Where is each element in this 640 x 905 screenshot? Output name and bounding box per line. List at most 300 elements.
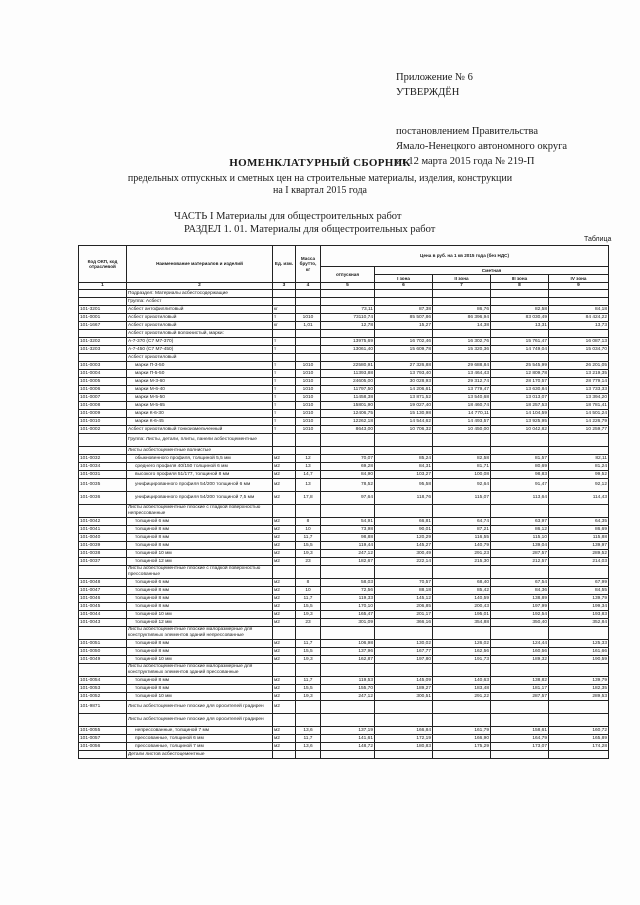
- zone-3-price-cell: 80,69: [491, 463, 549, 471]
- name-cell: толщиной 10 мм: [127, 611, 273, 619]
- zone-2-price-cell: 13 779,47: [433, 386, 491, 394]
- name-cell: марки К-6-45: [127, 418, 273, 426]
- zone-1-price-cell: 180,83: [375, 743, 433, 751]
- name-cell: толщиной 10 мм: [127, 656, 273, 664]
- zone-4-price-cell: 18 781,41: [549, 402, 609, 410]
- zone-2-price-cell: 140,63: [433, 677, 491, 685]
- code-cell: [79, 434, 127, 447]
- code-cell: [79, 751, 127, 759]
- empty-cell: [296, 664, 321, 677]
- name-cell: Асбест хризотиловый тонкоизмельченный: [127, 426, 273, 434]
- group-title-cell: Листы асбестоцементные плоские с гладкой поверхностью непрессованные: [127, 505, 273, 518]
- zone-1-price-cell: 172,19: [375, 735, 433, 743]
- table-row: [79, 463, 609, 471]
- zone-1-price-cell: 84,31: [375, 463, 433, 471]
- release-price-cell: 148,72: [321, 743, 375, 751]
- empty-cell: [491, 505, 549, 518]
- zone-3-price-cell: 113,64: [491, 492, 549, 505]
- empty-cell: [549, 664, 609, 677]
- table-body: [79, 290, 609, 759]
- approval-line-2: Ямало-Ненецкого автономного округа: [396, 141, 568, 152]
- empty-cell: [549, 290, 609, 298]
- code-cell: [79, 298, 127, 306]
- unit-cell: м2: [273, 463, 296, 471]
- table-row: [79, 648, 609, 656]
- unit-cell: м2: [273, 611, 296, 619]
- unit-cell: т: [273, 362, 296, 370]
- empty-cell: [296, 330, 321, 338]
- zone-1-price-cell: 88,18: [375, 587, 433, 595]
- empty-cell: [491, 354, 549, 362]
- zone-2-price-cell: 16 302,76: [433, 338, 491, 346]
- header-zone-3: III зона: [491, 275, 549, 283]
- unit-cell: м2: [273, 727, 296, 735]
- empty-cell: [491, 664, 549, 677]
- unit-cell: м2: [273, 685, 296, 693]
- header-unit: Ед. изм.: [273, 246, 296, 283]
- index-cell: 6: [375, 283, 433, 290]
- empty-cell: [375, 714, 433, 727]
- name-cell: Листы асбестоцементные плоские для оросителей градирен: [127, 701, 273, 714]
- table-row: [79, 306, 609, 314]
- zone-3-price-cell: 12 809,78: [491, 370, 549, 378]
- unit-cell: т: [273, 314, 296, 322]
- unit-cell: м2: [273, 587, 296, 595]
- code-cell: 101-0049: [79, 656, 127, 664]
- empty-cell: [296, 505, 321, 518]
- header-name: Наименование материалов и изделий: [127, 246, 273, 283]
- zone-1-price-cell: 66,81: [375, 518, 433, 526]
- zone-3-price-cell: 15 761,47: [491, 338, 549, 346]
- zone-3-price-cell: 158,61: [491, 727, 549, 735]
- empty-cell: [433, 290, 491, 298]
- zone-2-price-cell: 15 320,36: [433, 346, 491, 354]
- code-cell: 101-0047: [79, 587, 127, 595]
- zone-2-price-cell: 64,74: [433, 518, 491, 526]
- group-row: [79, 505, 609, 518]
- zone-1-price-cell: 145,09: [375, 677, 433, 685]
- mass-cell: 19,3: [296, 611, 321, 619]
- table-row: [79, 603, 609, 611]
- release-price-cell: 247,12: [321, 693, 375, 701]
- empty-cell: [273, 751, 296, 759]
- index-cell: 5: [321, 283, 375, 290]
- zone-1-price-cell: 167,77: [375, 648, 433, 656]
- title-sub-1: предельных отпускных и сметных цен на строительные материалы, изделия, конструкции: [127, 173, 513, 184]
- release-price-cell: 162,87: [321, 656, 375, 664]
- group-title-cell: Листы асбестоцементные плоские для оросителей градирен: [127, 714, 273, 727]
- zone-3-price-cell: 164,79: [491, 735, 549, 743]
- mass-cell: 10: [296, 587, 321, 595]
- table-row: [79, 479, 609, 492]
- mass-cell: 15,5: [296, 603, 321, 611]
- table-row: [79, 693, 609, 701]
- code-cell: 101-0055: [79, 727, 127, 735]
- group-row: [79, 330, 609, 338]
- table-row: [79, 743, 609, 751]
- mass-cell: 8: [296, 579, 321, 587]
- code-cell: 101-0032: [79, 455, 127, 463]
- name-cell: толщиной 8 мм: [127, 595, 273, 603]
- zone-2-price-cell: 162,56: [433, 648, 491, 656]
- zone-1-price-cell: 14 206,61: [375, 386, 433, 394]
- empty-cell: [375, 664, 433, 677]
- zone-4-price-cell: 139,79: [549, 595, 609, 603]
- index-cell: 8: [491, 283, 549, 290]
- zone-1-price-cell: 95,58: [375, 479, 433, 492]
- mass-cell: 19,3: [296, 656, 321, 664]
- empty-cell: [433, 434, 491, 447]
- release-price-cell: 165,47: [321, 611, 375, 619]
- unit-cell: т: [273, 394, 296, 402]
- zone-3-price-cell: 18 257,53: [491, 402, 549, 410]
- mass-cell: 11,7: [296, 735, 321, 743]
- table-row: [79, 619, 609, 627]
- zone-4-price-cell: 16 087,13: [549, 338, 609, 346]
- table-row: [79, 526, 609, 534]
- code-cell: 101-0006: [79, 386, 127, 394]
- code-cell: 101-0051: [79, 640, 127, 648]
- zone-4-price-cell: 13 733,33: [549, 386, 609, 394]
- zone-1-price-cell: 145,12: [375, 595, 433, 603]
- zone-3-price-cell: 13 925,95: [491, 418, 549, 426]
- zone-4-price-cell: 289,52: [549, 550, 609, 558]
- zone-2-price-cell: 92,64: [433, 479, 491, 492]
- empty-cell: [321, 330, 375, 338]
- approval-block: [396, 70, 567, 169]
- empty-cell: [549, 714, 609, 727]
- zone-3-price-cell: [491, 701, 549, 714]
- code-cell: 101-0054: [79, 677, 127, 685]
- release-price-cell: 72,56: [321, 587, 375, 595]
- name-cell: толщиной 12 мм: [127, 558, 273, 566]
- name-cell: толщиной 8 мм: [127, 526, 273, 534]
- mass-cell: 13,6: [296, 727, 321, 735]
- code-cell: 101-0001: [79, 314, 127, 322]
- zone-1-price-cell: 70,57: [375, 579, 433, 587]
- mass-cell: 11,7: [296, 595, 321, 603]
- empty-cell: [321, 434, 375, 447]
- mass-cell: 23: [296, 619, 321, 627]
- name-cell: непрессованные, толщиной 7 мм: [127, 727, 273, 735]
- unit-cell: м2: [273, 558, 296, 566]
- index-cell: 1: [79, 283, 127, 290]
- mass-cell: 1010: [296, 394, 321, 402]
- empty-cell: [375, 566, 433, 579]
- empty-cell: [491, 751, 549, 759]
- index-cell: 7: [433, 283, 491, 290]
- header-release: отпускная: [321, 267, 375, 283]
- name-cell: толщиной 8 мм: [127, 534, 273, 542]
- mass-cell: 19,3: [296, 693, 321, 701]
- empty-cell: [433, 447, 491, 455]
- empty-cell: [433, 627, 491, 640]
- unit-cell: м2: [273, 492, 296, 505]
- table-row: [79, 550, 609, 558]
- empty-cell: [433, 566, 491, 579]
- zone-2-price-cell: 14 770,11: [433, 410, 491, 418]
- zone-4-price-cell: 174,28: [549, 743, 609, 751]
- empty-cell: [321, 751, 375, 759]
- empty-cell: [273, 298, 296, 306]
- zone-2-price-cell: 86,76: [433, 306, 491, 314]
- empty-cell: [433, 714, 491, 727]
- price-table: [78, 245, 609, 759]
- index-cell: 3: [273, 283, 296, 290]
- code-cell: 101-0010: [79, 418, 127, 426]
- zone-3-price-cell: 82,58: [491, 306, 549, 314]
- release-price-cell: 12406,75: [321, 410, 375, 418]
- mass-cell: 11,7: [296, 534, 321, 542]
- empty-cell: [273, 566, 296, 579]
- empty-cell: [296, 627, 321, 640]
- empty-cell: [433, 664, 491, 677]
- group-title-cell: Асбест хризотиловый волокнистый, марки:: [127, 330, 273, 338]
- code-cell: 101-0002: [79, 426, 127, 434]
- table-row: [79, 701, 609, 714]
- name-cell: прессованные, толщиной 6 мм: [127, 735, 273, 743]
- release-price-cell: 247,12: [321, 550, 375, 558]
- unit-cell: м2: [273, 619, 296, 627]
- zone-2-price-cell: 175,29: [433, 743, 491, 751]
- name-cell: толщиной 8 мм: [127, 648, 273, 656]
- group-row: [79, 627, 609, 640]
- mass-cell: 15,5: [296, 648, 321, 656]
- zone-3-price-cell: 287,57: [491, 550, 549, 558]
- mass-cell: 8: [296, 518, 321, 526]
- code-cell: 101-0037: [79, 558, 127, 566]
- release-price-cell: 98,88: [321, 534, 375, 542]
- code-cell: 101-0003: [79, 362, 127, 370]
- zone-3-price-cell: 25 545,99: [491, 362, 549, 370]
- zone-4-price-cell: 125,33: [549, 640, 609, 648]
- release-price-cell: 13061,40: [321, 346, 375, 354]
- empty-cell: [549, 627, 609, 640]
- name-cell: Асбест хризотиловый: [127, 314, 273, 322]
- zone-3-price-cell: 124,44: [491, 640, 549, 648]
- code-cell: 101-0042: [79, 518, 127, 526]
- code-cell: 101-0045: [79, 603, 127, 611]
- zone-1-price-cell: 201,17: [375, 611, 433, 619]
- zone-3-price-cell: 139,04: [491, 542, 549, 550]
- table-row: [79, 386, 609, 394]
- zone-3-price-cell: 14 749,04: [491, 346, 549, 354]
- code-cell: 101-0004: [79, 370, 127, 378]
- unit-cell: м2: [273, 735, 296, 743]
- group-row: [79, 434, 609, 447]
- release-price-cell: 11458,38: [321, 394, 375, 402]
- zone-4-price-cell: 84 424,22: [549, 314, 609, 322]
- group-row: [79, 290, 609, 298]
- part-heading: [174, 210, 435, 236]
- mass-cell: [296, 346, 321, 354]
- name-cell: марки М-5-50: [127, 394, 273, 402]
- zone-2-price-cell: 195,01: [433, 611, 491, 619]
- zone-3-price-cell: 83 030,49: [491, 314, 549, 322]
- zone-3-price-cell: 63,97: [491, 518, 549, 526]
- code-cell: 101-0053: [79, 685, 127, 693]
- mass-cell: 1010: [296, 418, 321, 426]
- zone-1-price-cell: 189,27: [375, 685, 433, 693]
- table-row: [79, 595, 609, 603]
- zone-4-price-cell: 13 219,35: [549, 370, 609, 378]
- unit-cell: т: [273, 418, 296, 426]
- code-cell: 101-0031: [79, 471, 127, 479]
- table-row: [79, 640, 609, 648]
- zone-4-price-cell: 352,84: [549, 619, 609, 627]
- code-cell: 101-0040: [79, 534, 127, 542]
- zone-4-price-cell: 13,73: [549, 322, 609, 330]
- name-cell: обыкновенного профиля, толщиной 5,5 мм: [127, 455, 273, 463]
- zone-2-price-cell: 166,90: [433, 735, 491, 743]
- unit-cell: м2: [273, 526, 296, 534]
- code-cell: [79, 330, 127, 338]
- zone-2-price-cell: 191,73: [433, 656, 491, 664]
- index-cell: 2: [127, 283, 273, 290]
- index-cell: 9: [549, 283, 609, 290]
- zone-2-price-cell: 126,02: [433, 640, 491, 648]
- release-price-cell: 119,53: [321, 677, 375, 685]
- zone-4-price-cell: [549, 701, 609, 714]
- empty-cell: [296, 447, 321, 455]
- release-price-cell: 141,61: [321, 735, 375, 743]
- code-cell: [79, 447, 127, 455]
- zone-3-price-cell: 91,47: [491, 479, 549, 492]
- empty-cell: [321, 505, 375, 518]
- zone-1-price-cell: 85 507,86: [375, 314, 433, 322]
- table-row: [79, 677, 609, 685]
- zone-3-price-cell: 14 104,59: [491, 410, 549, 418]
- table-row: [79, 370, 609, 378]
- zone-4-price-cell: 99,52: [549, 471, 609, 479]
- empty-cell: [549, 298, 609, 306]
- zone-4-price-cell: 26 201,05: [549, 362, 609, 370]
- table-row: [79, 471, 609, 479]
- code-cell: 101-0009: [79, 410, 127, 418]
- zone-3-price-cell: 138,89: [491, 595, 549, 603]
- zone-1-price-cell: 145,27: [375, 542, 433, 550]
- zone-4-price-cell: 139,97: [549, 542, 609, 550]
- release-price-cell: 73,98: [321, 526, 375, 534]
- empty-cell: [273, 664, 296, 677]
- group-title-cell: Листы асбестоцементные волнистые: [127, 447, 273, 455]
- release-price-cell: 12,78: [321, 322, 375, 330]
- zone-4-price-cell: 13 394,20: [549, 394, 609, 402]
- mass-cell: 1010: [296, 314, 321, 322]
- zone-1-price-cell: 90,01: [375, 526, 433, 534]
- empty-cell: [549, 354, 609, 362]
- zone-3-price-cell: 115,10: [491, 534, 549, 542]
- zone-4-price-cell: 82,11: [549, 455, 609, 463]
- zone-3-price-cell: 10 042,82: [491, 426, 549, 434]
- zone-4-price-cell: 64,35: [549, 518, 609, 526]
- empty-cell: [433, 298, 491, 306]
- code-cell: 101-0056: [79, 743, 127, 751]
- code-cell: 101-0008: [79, 402, 127, 410]
- code-cell: 101-0050: [79, 648, 127, 656]
- mass-cell: 1010: [296, 426, 321, 434]
- mass-cell: 1010: [296, 386, 321, 394]
- release-price-cell: 58,03: [321, 579, 375, 587]
- title-main: НОМЕНКЛАТУРНЫЙ СБОРНИК: [229, 157, 411, 169]
- unit-cell: т: [273, 386, 296, 394]
- zone-1-price-cell: 103,27: [375, 471, 433, 479]
- release-price-cell: 73,11: [321, 306, 375, 314]
- table-row: [79, 378, 609, 386]
- code-cell: 101-3203: [79, 346, 127, 354]
- zone-1-price-cell: 197,80: [375, 656, 433, 664]
- mass-cell: 10: [296, 526, 321, 534]
- group-title-cell: Группа: Листы, детали, плиты, панели асбестоцементные: [127, 434, 273, 447]
- empty-cell: [375, 505, 433, 518]
- table-row: [79, 455, 609, 463]
- name-cell: марки К-6-30: [127, 410, 273, 418]
- release-price-cell: 13975,69: [321, 338, 375, 346]
- mass-cell: 23: [296, 558, 321, 566]
- zone-3-price-cell: 212,57: [491, 558, 549, 566]
- empty-cell: [549, 751, 609, 759]
- name-cell: среднего профиля 40/150 толщиной 6 мм: [127, 463, 273, 471]
- mass-cell: 1010: [296, 378, 321, 386]
- release-price-cell: 119,33: [321, 595, 375, 603]
- approval-line-3: от 12 марта 2015 года № 219-П: [396, 156, 535, 167]
- zone-1-price-cell: 222,14: [375, 558, 433, 566]
- table-row: [79, 492, 609, 505]
- zone-2-price-cell: 18 460,74: [433, 402, 491, 410]
- zone-2-price-cell: [433, 701, 491, 714]
- zone-1-price-cell: 300,49: [375, 550, 433, 558]
- unit-cell: т: [273, 338, 296, 346]
- empty-cell: [321, 298, 375, 306]
- mass-cell: 13: [296, 479, 321, 492]
- mass-cell: 19,3: [296, 550, 321, 558]
- table-row: [79, 322, 609, 330]
- table-label: Таблица: [584, 236, 612, 243]
- table-row: [79, 534, 609, 542]
- code-cell: [79, 354, 127, 362]
- title-sub-2: на I квартал 2015 года: [273, 185, 367, 196]
- empty-cell: [321, 566, 375, 579]
- empty-cell: [321, 290, 375, 298]
- zone-3-price-cell: 189,32: [491, 656, 549, 664]
- empty-cell: [273, 330, 296, 338]
- table-row: [79, 735, 609, 743]
- section-title: РАЗДЕЛ 1. 01. Материалы для общестроительных работ: [184, 224, 436, 235]
- zone-1-price-cell: 30 028,93: [375, 378, 433, 386]
- zone-1-price-cell: 118,76: [375, 492, 433, 505]
- zone-1-price-cell: 366,16: [375, 619, 433, 627]
- unit-cell: м2: [273, 656, 296, 664]
- unit-cell: м2: [273, 542, 296, 550]
- zone-2-price-cell: 140,79: [433, 542, 491, 550]
- code-cell: 101-0043: [79, 619, 127, 627]
- name-cell: марки П-3-50: [127, 362, 273, 370]
- zone-1-price-cell: 120,29: [375, 534, 433, 542]
- unit-cell: м2: [273, 455, 296, 463]
- empty-cell: [491, 447, 549, 455]
- empty-cell: [321, 714, 375, 727]
- table-row: [79, 542, 609, 550]
- zone-3-price-cell: 138,82: [491, 677, 549, 685]
- zone-3-price-cell: 350,40: [491, 619, 549, 627]
- group-title-cell: Группа: Асбест: [127, 298, 273, 306]
- unit-cell: т: [273, 378, 296, 386]
- zone-4-price-cell: 182,35: [549, 685, 609, 693]
- table-row: [79, 611, 609, 619]
- empty-cell: [321, 664, 375, 677]
- approved-label: УТВЕРЖДЁН: [396, 87, 460, 98]
- code-cell: 101-0007: [79, 394, 127, 402]
